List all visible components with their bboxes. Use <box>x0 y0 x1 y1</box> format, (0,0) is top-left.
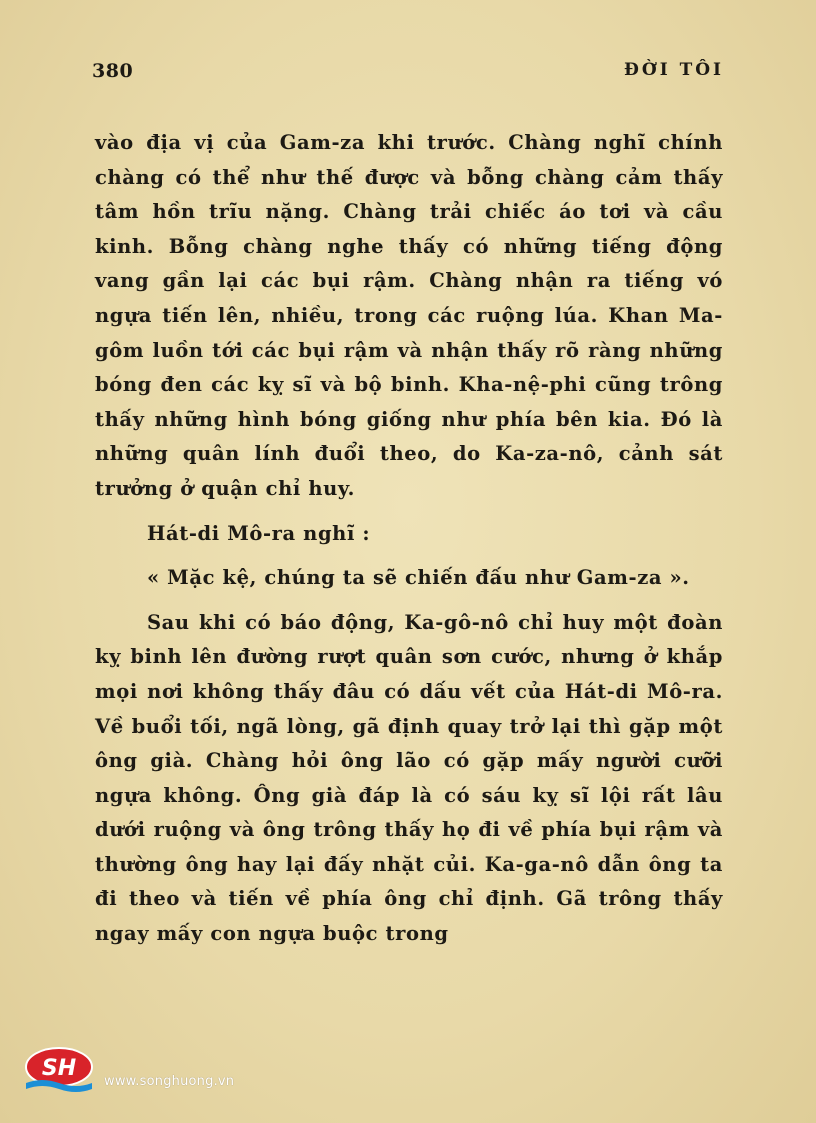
page-number: 380 <box>92 60 134 82</box>
songhuong-logo-icon <box>22 1045 96 1093</box>
body-text <box>95 126 723 952</box>
paragraph-thought-intro: Hát-di Mô-ra nghĩ : <box>147 521 371 545</box>
logo-text: SH <box>41 1056 77 1081</box>
website-link[interactable]: www.songhuong.vn <box>104 1074 235 1089</box>
page-header <box>92 60 724 90</box>
paragraph-quote: « Mặc kệ, chúng ta sẽ chiến đấu như Gam-za ». <box>147 566 690 590</box>
paragraph-narrative: Sau khi có báo động, Ka-gô-nô chỉ huy một đoàn kỵ binh lên đường rượt quân sơn cước, nhưng ở khắp mọi nơi không thấy đâu có dấu vết của Hát-di Mô-ra. Về buổi tối, ngã lòng, gã định quay trở lại thì gặp một ông già. Chàng hỏi ông lão có gặp mấy người cưỡi ngựa không. Ông già đáp là có sáu kỵ sĩ lội rất lâu dưới ruộng và ông trông thấy họ đi về phía bụi rậm và thường ông hay lại đấy nhặt củi. Ka-ga-nô dẫn ông ta đi theo và tiến về phía ông chỉ định. Gã trông thấy ngay mấy con ngựa buộc trong <box>95 610 723 946</box>
paragraph-continuation: vào địa vị của Gam-za khi trước. Chàng nghĩ chính chàng có thể như thế được và bỗng chàng cảm thấy tâm hồn trĩu nặng. Chàng trải chiếc áo tơi và cầu kinh. Bỗng chàng nghe thấy có những tiếng động vang gần lại các bụi rậm. Chàng nhận ra tiếng vó ngựa tiến lên, nhiều, trong các ruộng lúa. Khan Ma-gôm luồn tới các bụi rậm và nhận thấy rõ ràng những bóng đen các kỵ sĩ và bộ binh. Kha-nệ-phi cũng trông thấy những hình bóng giống như phía bên kia. Đó là những quân lính đuổi theo, do Ka-za-nô, cảnh sát trưởng ở quận chỉ huy. <box>95 131 723 500</box>
running-title: ĐỜI TÔI <box>624 60 724 80</box>
